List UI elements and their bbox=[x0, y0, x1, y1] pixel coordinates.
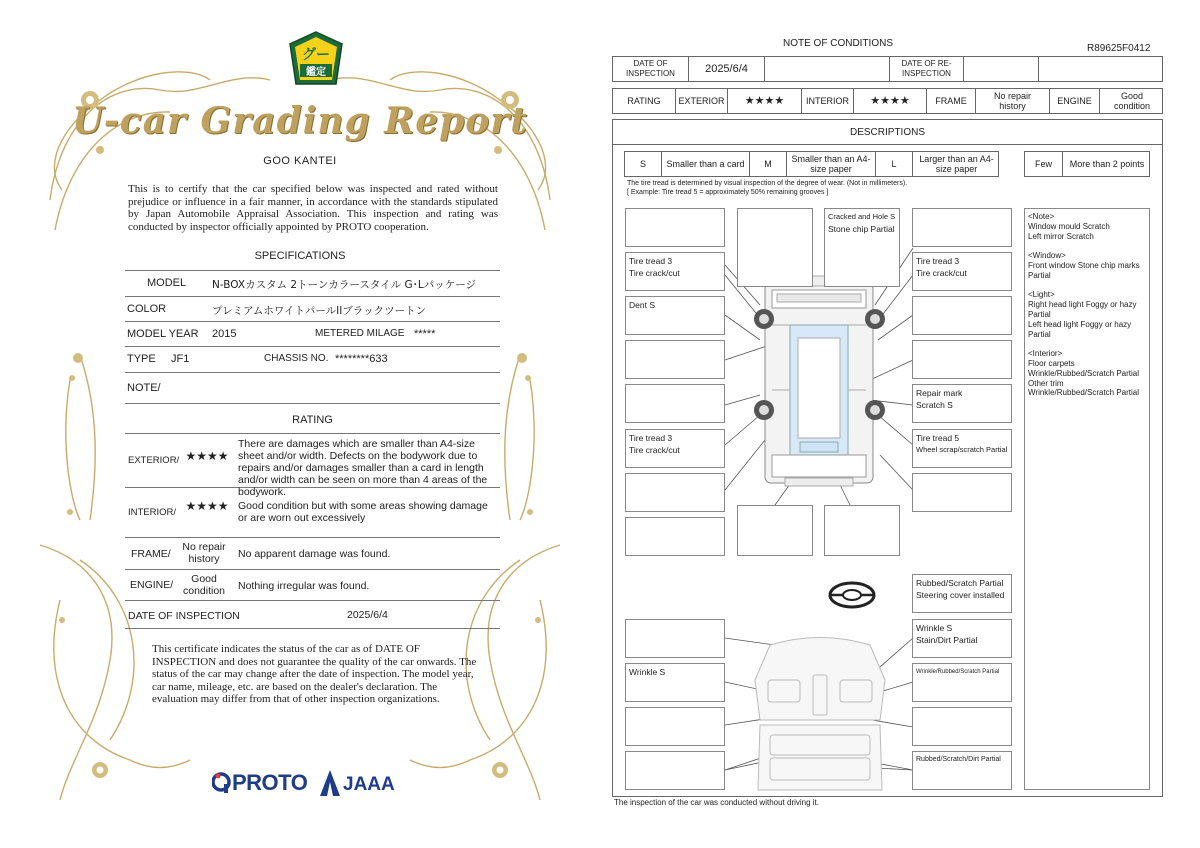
model-year-label: MODEL YEAR bbox=[127, 328, 199, 340]
exterior-stars: ★★★★ bbox=[728, 89, 802, 113]
box-text-line: Cracked and Hole S bbox=[828, 212, 896, 221]
color-value: プレミアムホワイトパールIIブラックツートン bbox=[212, 305, 427, 317]
inspection-date-row bbox=[125, 601, 500, 629]
note-line bbox=[1028, 281, 1146, 291]
rating-heading: RATING bbox=[292, 414, 333, 426]
chassis-value: ********633 bbox=[335, 353, 388, 365]
exterior-description: There are damages which are smaller than A4-size sheet and/or width. Defects on the bodywork due to repairs and/or damages smaller than a card in length and/or width can be seen on more than 4 areas of the bodywork. bbox=[238, 438, 488, 498]
note-line bbox=[1028, 241, 1146, 251]
interior-stars: ★★★★ bbox=[854, 89, 927, 113]
exterior-stars: ★★★★ bbox=[185, 449, 229, 463]
box-text-line: Stain/Dirt Partial bbox=[916, 635, 978, 645]
damage-box-int-left-3 bbox=[625, 707, 725, 746]
box-text-line: Scratch S bbox=[916, 400, 953, 410]
damage-box-top-right bbox=[912, 208, 1012, 247]
tread-note-1: The tire tread is determined by visual inspection of the degree of wear. (Not in millimeters). bbox=[627, 180, 908, 187]
type-value: JF1 bbox=[171, 353, 190, 365]
note-line: <Light> bbox=[1028, 290, 1055, 300]
tire-icon-rear-left bbox=[754, 400, 774, 420]
damage-box-int-right-3 bbox=[912, 707, 1012, 746]
legend-few-desc: More than 2 points bbox=[1069, 159, 1145, 169]
damage-box-right-tire-front bbox=[912, 252, 1012, 291]
conditions-title: NOTE OF CONDITIONS bbox=[783, 38, 893, 49]
note-line: Floor carpets Wrinkle/Rubbed/Scratch Partial bbox=[1028, 358, 1140, 378]
box-text-line: Tire tread 5 bbox=[916, 433, 960, 443]
rating-row-engine bbox=[125, 570, 500, 601]
tire-icon-front-left bbox=[754, 309, 774, 329]
spec-row-year bbox=[125, 322, 500, 347]
box-text-line: Tire tread 3 bbox=[629, 433, 673, 443]
condition-notes-panel bbox=[1024, 208, 1150, 790]
certificate-notice: This certificate indicates the status of the car as of DATE OF INSPECTION and does not guarantee the quality of the car onwards. The status of the car may change after the date of inspection. The model year, car name, mileage, etc. are based on the dealer's declaration. The evaluation may differ from that of other inspection organizations. bbox=[152, 643, 477, 706]
note-line: Other trim Wrinkle/Rubbed/Scratch Partial bbox=[1028, 378, 1140, 398]
damage-box-left-tire-rear bbox=[625, 429, 725, 468]
rating-header-row bbox=[125, 404, 500, 434]
tread-note-2: [ Example: Tire tread 5 = approximately 50% remaining grooves ] bbox=[627, 189, 829, 196]
tire-icon-front-right bbox=[865, 309, 885, 329]
legend-s: S bbox=[625, 152, 662, 176]
rating-row-frame bbox=[125, 538, 500, 570]
damage-box-bottom-mid-right bbox=[824, 505, 900, 556]
type-label: TYPE bbox=[127, 353, 156, 365]
frame-description: No apparent damage was found. bbox=[238, 548, 391, 560]
goo-kantei-badge bbox=[286, 30, 346, 90]
damage-box-steering bbox=[912, 574, 1012, 613]
damage-box-right-3 bbox=[912, 296, 1012, 335]
damage-box-left-7 bbox=[625, 473, 725, 512]
model-value: N-BOXカスタム 2トーンカラースタイル G･Lパッケージ bbox=[212, 279, 477, 291]
badge-top-text: グー bbox=[302, 47, 330, 63]
rating-label: RATING bbox=[613, 89, 676, 113]
certification-text: This is to certify that the car specified below was inspected and rated without prejudice or influence in a fair manner, in accordance with the standards stipulated by Japan Automobile Appraisal Association. This inspection and rating was conducted by inspector officially appointed by PROTO cooperation. bbox=[128, 183, 498, 234]
box-text-line: Rubbed/Scratch/Dirt Partial bbox=[916, 756, 1001, 763]
legend-m-desc: Smaller than an A4-size paper bbox=[787, 152, 876, 176]
damage-box-int-left-4 bbox=[625, 751, 725, 790]
legend-few: Few bbox=[1025, 152, 1063, 176]
damage-box-right-tire-rear bbox=[912, 429, 1012, 468]
note-line: Window mould Scratch bbox=[1028, 221, 1110, 231]
report-subtitle: GOO KANTEI bbox=[263, 155, 337, 167]
engine-description: Nothing irregular was found. bbox=[238, 580, 370, 592]
box-text-line: Tire tread 3 bbox=[629, 256, 673, 266]
legend-l: L bbox=[876, 152, 913, 176]
damage-box-top-mid-left bbox=[737, 208, 813, 287]
car-interior-view bbox=[755, 638, 885, 791]
damage-box-int-left-1 bbox=[625, 619, 725, 658]
box-text-line: Repair mark bbox=[916, 388, 963, 398]
spec-row-color bbox=[125, 297, 500, 322]
interior-label: INTERIOR bbox=[802, 89, 854, 113]
damage-box-left-dent bbox=[625, 296, 725, 335]
damage-box-int-left-2 bbox=[625, 663, 725, 702]
note-line: Left head light Foggy or hazy Partial bbox=[1028, 319, 1132, 339]
spec-row-type bbox=[125, 347, 500, 373]
jaaa-logo-icon bbox=[320, 770, 340, 796]
note-line: Left mirror Scratch bbox=[1028, 231, 1094, 241]
box-text-line: Tire crack/cut bbox=[629, 445, 680, 455]
jaaa-logo: JAAA bbox=[343, 774, 395, 795]
damage-box-top-left bbox=[625, 208, 725, 247]
note-label: NOTE/ bbox=[127, 382, 161, 394]
legend-s-desc: Smaller than a card bbox=[662, 152, 750, 176]
box-text-line: Tire crack/cut bbox=[916, 268, 967, 278]
damage-box-left-4 bbox=[625, 340, 725, 379]
date-of-inspection-value: 2025/6/4 bbox=[347, 609, 388, 621]
engine-value: Good condition bbox=[182, 573, 226, 597]
model-label: MODEL bbox=[147, 277, 187, 289]
box-text-line: Wrinkle/Rubbed/Scratch Partial bbox=[916, 669, 1000, 675]
date-inspection-label: DATE OF INSPECTION bbox=[613, 57, 689, 81]
note-line: Right head light Foggy or hazy Partial bbox=[1028, 300, 1137, 319]
damage-box-left-tire-front bbox=[625, 252, 725, 291]
box-text-line: Wrinkle S bbox=[916, 623, 953, 633]
frame-value: No repair history bbox=[976, 89, 1050, 113]
damage-box-int-right-4 bbox=[912, 751, 1012, 790]
box-text-line: Wrinkle S bbox=[629, 667, 666, 677]
model-year-value: 2015 bbox=[212, 328, 237, 340]
frame-label: FRAME/ bbox=[131, 548, 171, 560]
frame-label: FRAME bbox=[927, 89, 976, 113]
badge-bottom-text: 鑑定 bbox=[306, 67, 326, 78]
damage-box-right-7 bbox=[912, 473, 1012, 512]
specifications-heading: SPECIFICATIONS bbox=[254, 250, 346, 262]
engine-value: Good condition bbox=[1113, 91, 1151, 111]
date-reinspection-label: DATE OF RE-INSPECTION bbox=[890, 57, 964, 81]
reference-number: R89625F0412 bbox=[1087, 43, 1151, 54]
damage-box-left-8 bbox=[625, 517, 725, 556]
damage-box-right-4 bbox=[912, 340, 1012, 379]
metered-milage-value: ***** bbox=[414, 328, 436, 340]
box-text-line: Steering cover installed bbox=[916, 590, 1005, 600]
legend-m: M bbox=[750, 152, 787, 176]
report-title: U-car Grading Report bbox=[72, 100, 528, 142]
rating-row-exterior bbox=[125, 434, 500, 498]
rating-row-interior bbox=[125, 488, 500, 538]
interior-description: Good condition but with some areas showing damage or are worn out excessively bbox=[238, 500, 488, 524]
interior-label: INTERIOR/ bbox=[128, 507, 177, 518]
date-inspection-value: 2025/6/4 bbox=[689, 57, 765, 81]
note-line: <Interior> bbox=[1028, 349, 1063, 359]
damage-box-int-right-2 bbox=[912, 663, 1012, 702]
note-line bbox=[1028, 339, 1146, 349]
box-text-line: Dent S bbox=[629, 300, 655, 310]
box-text-line: Wheel scrap/scratch Partial bbox=[916, 445, 1008, 454]
damage-box-top-mid-right bbox=[824, 208, 900, 287]
engine-label: ENGINE bbox=[1050, 89, 1100, 113]
proto-logo: PROTO bbox=[232, 770, 308, 795]
inspection-footer: The inspection of the car was conducted without driving it. bbox=[614, 798, 819, 807]
engine-label: ENGINE/ bbox=[130, 579, 174, 591]
proto-logo-icon bbox=[212, 772, 232, 794]
exterior-label: EXTERIOR bbox=[676, 89, 728, 113]
descriptions-heading: DESCRIPTIONS bbox=[613, 120, 1162, 145]
damage-box-bottom-mid-left bbox=[737, 505, 813, 556]
legend-l-desc: Larger than an A4-size paper bbox=[919, 154, 994, 174]
note-line: Front window Stone chip marks Partial bbox=[1028, 260, 1140, 280]
tire-icon-rear-right bbox=[865, 400, 885, 420]
note-line: <Window> bbox=[1028, 251, 1066, 261]
damage-box-int-right-1 bbox=[912, 619, 1012, 658]
box-text-line: Tire crack/cut bbox=[629, 268, 680, 278]
date-of-inspection-label: DATE OF INSPECTION bbox=[128, 610, 240, 622]
color-label: COLOR bbox=[127, 303, 167, 315]
chassis-label: CHASSIS NO. bbox=[264, 353, 329, 364]
box-text-line: Rubbed/Scratch Partial bbox=[916, 578, 1004, 588]
steering-wheel-icon bbox=[830, 583, 874, 607]
damage-box-right-repair bbox=[912, 384, 1012, 423]
box-text-line: Stone chip Partial bbox=[828, 224, 895, 234]
interior-stars: ★★★★ bbox=[185, 499, 229, 513]
note-of-conditions bbox=[600, 0, 1200, 848]
frame-value: No repair history bbox=[182, 541, 226, 565]
box-text-line: Tire tread 3 bbox=[916, 256, 960, 266]
metered-milage-label: METERED MILAGE bbox=[315, 328, 405, 339]
spec-row-note bbox=[125, 373, 500, 404]
damage-box-left-5 bbox=[625, 384, 725, 423]
exterior-label: EXTERIOR/ bbox=[128, 455, 180, 466]
note-line: <Note> bbox=[1028, 212, 1055, 221]
car-top-view bbox=[765, 276, 873, 486]
spec-row-model bbox=[125, 271, 500, 297]
